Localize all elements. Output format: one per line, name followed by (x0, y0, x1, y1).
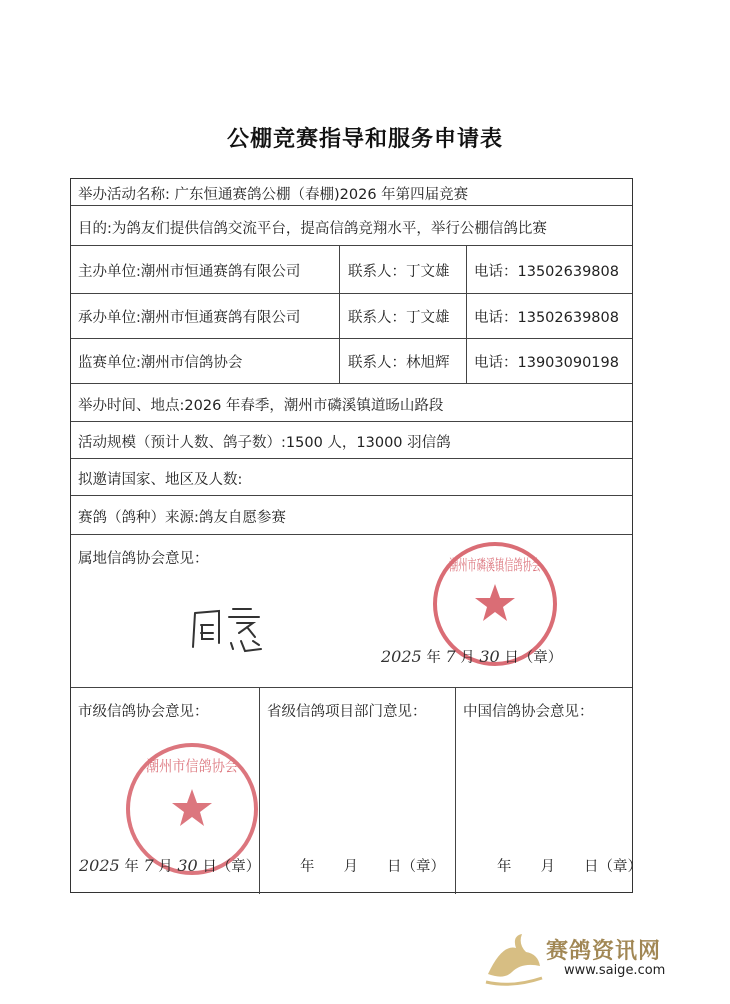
row-invited (71, 459, 632, 496)
divider (466, 339, 467, 383)
host-phone-value: 13502639808 (517, 264, 619, 280)
date-month: 7 (445, 647, 456, 666)
host-contact-label: 联系人： (348, 264, 406, 280)
row-source (71, 496, 632, 535)
organizer-value: 潮州市恒通赛鸽有限公司 (140, 310, 301, 326)
time-place-value: 2026 年春季，潮州市磷溪镇道旸山路段 (184, 398, 444, 414)
date-day: 30 (479, 647, 500, 666)
date-day-label: 日（章） (202, 859, 261, 875)
source-field (78, 506, 286, 527)
host-phone (474, 260, 619, 281)
date-year: 2025 (381, 647, 422, 666)
event-name-label: 举办活动名称: (78, 187, 170, 203)
event-name-field (78, 183, 468, 204)
host-label: 主办单位: (78, 264, 141, 280)
supervisor-value: 潮州市信鸽协会 (140, 355, 243, 371)
supervisor-contact (348, 351, 450, 372)
supervisor-unit (78, 351, 242, 372)
site-watermark (482, 930, 702, 992)
date-day-label: 日（章） (504, 650, 563, 666)
supervisor-phone (474, 351, 619, 372)
page-title: 公棚竞赛指导和服务申请表 (226, 127, 503, 152)
supervisor-phone-value: 13903090198 (517, 355, 619, 371)
local-opinion-label: 属地信鸽协会意见： (78, 551, 209, 567)
seal-text: 潮州市信鸽协会 (146, 757, 238, 775)
row-time-place (71, 384, 632, 422)
date-month-label: 月 (460, 650, 475, 666)
date-year: 2025 (79, 856, 120, 875)
date-year-label: 年 (426, 650, 441, 666)
watermark-url: www.saige.com (564, 963, 666, 978)
invited-field (78, 468, 242, 489)
host-unit (78, 260, 300, 281)
divider (339, 339, 340, 383)
city-opinion-label: 市级信鸽协会意见： (78, 704, 209, 720)
organizer-phone-value: 13502639808 (517, 310, 619, 326)
purpose-value: 为鸽友们提供信鸽交流平台，提高信鸽竞翔水平，举行公棚信鸽比赛 (111, 221, 547, 237)
application-form-table (70, 178, 642, 893)
organizer-contact-label: 联系人： (348, 310, 406, 326)
pigeon-logo-icon (482, 930, 544, 990)
event-name-value: 广东恒通赛鸽公棚（春棚)2026 年第四届竞赛 (169, 187, 469, 203)
organizer-label: 承办单位: (78, 310, 141, 326)
province-opinion-label: 省级信鸽项目部门意见： (267, 704, 427, 720)
local-opinion-date (381, 646, 562, 667)
divider (466, 294, 467, 338)
time-place-label: 举办时间、地点: (78, 398, 185, 414)
divider (466, 246, 467, 293)
purpose-field (78, 217, 547, 238)
supervisor-contact-value: 林旭辉 (406, 355, 450, 371)
seal-text: 潮州市磷溪镇信鸽协会 (449, 556, 541, 574)
scale-label: 活动规模（预计人数、鸽子数）: (78, 435, 286, 451)
national-opinion-label: 中国信鸽协会意见： (463, 704, 594, 720)
divider (339, 294, 340, 338)
signature-approval (189, 603, 269, 657)
date-day: 30 (177, 856, 198, 875)
source-value: 鸽友自愿参赛 (198, 510, 286, 526)
row-host (71, 246, 632, 294)
supervisor-label: 监赛单位: (78, 355, 141, 371)
source-label: 赛鸽（鸽种）来源: (78, 510, 199, 526)
city-opinion-date (79, 855, 260, 876)
host-phone-label: 电话： (474, 264, 518, 280)
host-contact (348, 260, 450, 281)
date-month: 7 (143, 856, 154, 875)
watermark-brand: 赛鸽资讯网 (546, 939, 662, 964)
supervisor-phone-label: 电话： (474, 355, 518, 371)
row-purpose (71, 206, 632, 246)
purpose-label: 目的: (78, 221, 112, 237)
organizer-contact-value: 丁文雄 (406, 310, 450, 326)
row-local-opinion (71, 535, 632, 688)
organizer-unit (78, 306, 300, 327)
organizer-phone (474, 306, 619, 327)
divider (339, 246, 340, 293)
date-month-label: 月 (158, 859, 173, 875)
time-place-field (78, 394, 443, 415)
row-scale (71, 422, 632, 459)
row-supervisor (71, 339, 632, 384)
host-contact-value: 丁文雄 (406, 264, 450, 280)
organizer-phone-label: 电话： (474, 310, 518, 326)
row-organizer (71, 294, 632, 339)
supervisor-contact-label: 联系人： (348, 355, 406, 371)
host-value: 潮州市恒通赛鸽有限公司 (140, 264, 301, 280)
row-higher-opinions (71, 688, 642, 894)
province-opinion-date: 年 月 日（章） (300, 859, 445, 875)
scale-field (78, 431, 451, 452)
invited-label: 拟邀请国家、地区及人数: (78, 472, 243, 488)
row-event-name (71, 179, 632, 206)
national-opinion-date: 年 月 日（章） (497, 859, 642, 875)
organizer-contact (348, 306, 450, 327)
date-year-label: 年 (124, 859, 139, 875)
scale-value: 1500 人，13000 羽信鸽 (285, 435, 451, 451)
divider (455, 688, 456, 894)
